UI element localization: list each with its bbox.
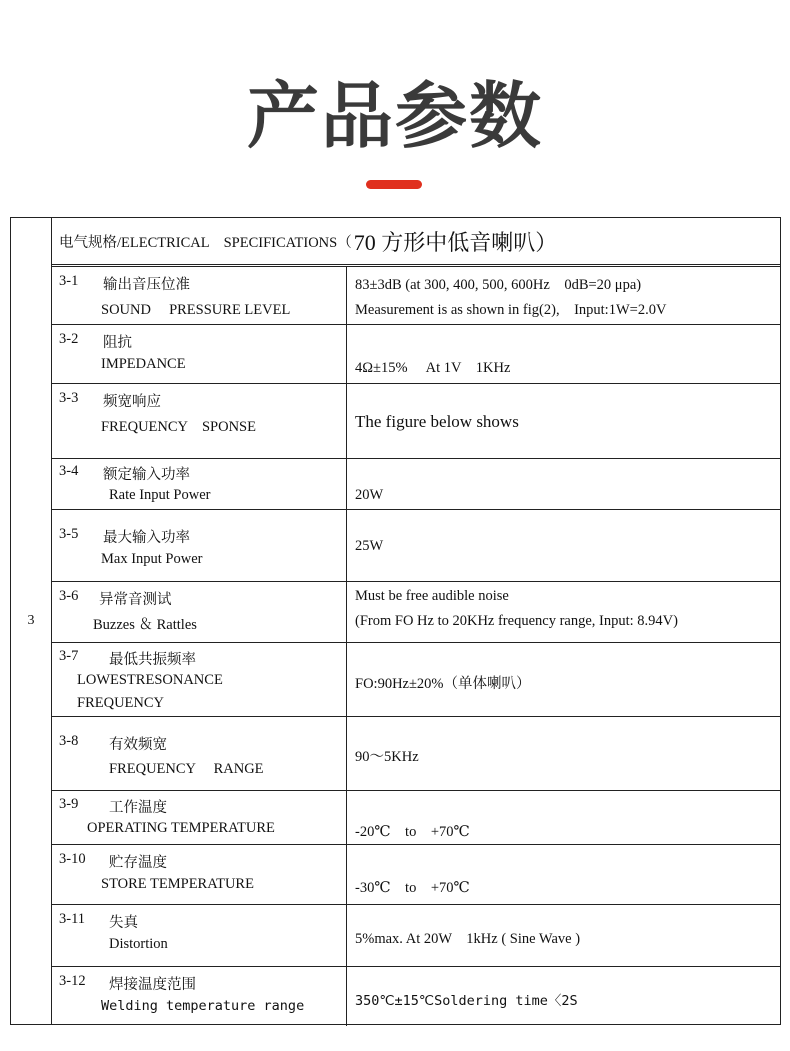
param-value: -20℃ to +70℃: [355, 824, 470, 840]
value-cell: [347, 267, 780, 324]
param-cell: [51, 384, 347, 458]
param-cell: [51, 717, 347, 790]
param-name-cn: 工作温度: [109, 800, 167, 816]
param-name-en: Max Input Power: [101, 551, 203, 567]
param-number: 3-7: [59, 648, 79, 664]
title-accent-bar: [366, 180, 422, 189]
param-value-note: (From FO Hz to 20KHz frequency range, Input: 8.94V): [355, 613, 678, 629]
param-cell: [51, 510, 347, 581]
param-name-cn: 输出音压位准: [103, 277, 190, 293]
table-row: [51, 459, 780, 510]
param-value: 25W: [355, 538, 384, 554]
table-row: [51, 582, 780, 643]
table-row: [51, 845, 780, 905]
param-number: 3-1: [59, 273, 79, 289]
param-name-cn: 失真: [109, 915, 138, 931]
table-row: [51, 325, 780, 384]
table-row: [51, 267, 780, 325]
param-number: 3-8: [59, 733, 79, 749]
param-number: 3-2: [59, 331, 79, 347]
param-value: 90～5KHz: [355, 749, 419, 765]
param-name-en: Welding temperature range: [101, 998, 305, 1014]
value-cell: [347, 845, 780, 904]
param-cell: [51, 791, 347, 844]
param-name-cn: 有效频宽: [109, 737, 167, 753]
param-name-en: Distortion: [109, 936, 168, 952]
param-cell: [51, 845, 347, 904]
value-cell: [347, 510, 780, 581]
param-value: 20W: [355, 487, 384, 503]
param-value: 4Ω±15% At 1V 1KHz: [355, 360, 511, 376]
table-row: [51, 791, 780, 845]
table-header-row: [51, 218, 780, 267]
page-title: 产品参数: [246, 74, 543, 158]
param-value: Must be free audible noise: [355, 588, 509, 604]
param-name-cn: 最低共振频率: [109, 652, 196, 668]
param-number: 3-12: [59, 973, 86, 989]
value-cell: [347, 459, 780, 509]
param-name-cn: 阻抗: [103, 335, 132, 351]
param-name-en: FREQUENCY SPONSE: [101, 419, 256, 435]
param-name-cn: 额定输入功率: [103, 467, 190, 483]
table-row: [51, 510, 780, 582]
header-label: 电气规格/ELECTRICAL SPECIFICATIONS（: [59, 234, 352, 251]
param-name-cn: 焊接温度范围: [109, 977, 196, 993]
value-cell: [347, 325, 780, 383]
param-number: 3-11: [59, 911, 86, 927]
param-cell: [51, 582, 347, 642]
param-name-en: SOUND PRESSURE LEVEL: [101, 302, 291, 318]
param-cell: [51, 905, 347, 966]
param-name-en: Buzzes ＆ Rattles: [93, 617, 197, 633]
param-value: 5%max. At 20W 1kHz ( Sine Wave ): [355, 931, 581, 947]
param-name-en: STORE TEMPERATURE: [101, 876, 254, 892]
param-name-en-line2: FREQUENCY: [77, 695, 165, 711]
param-cell: [51, 267, 347, 324]
param-name-cn: 最大输入功率: [103, 530, 190, 546]
param-value: 350℃±15℃Soldering time〈2S: [355, 993, 578, 1009]
param-number: 3-10: [59, 851, 86, 867]
table-header: [59, 218, 557, 264]
param-value: FO:90Hz±20%（单体喇叭）: [355, 676, 531, 692]
table-row: [51, 717, 780, 791]
value-cell: [347, 384, 780, 458]
param-name-cn: 频宽响应: [103, 394, 161, 410]
value-cell: [347, 717, 780, 790]
param-name-cn: 异常音测试: [99, 592, 172, 608]
param-number: 3-9: [59, 796, 79, 812]
value-cell: [347, 967, 780, 1026]
param-value: The figure below shows: [355, 412, 519, 431]
param-number: 3-6: [59, 588, 79, 604]
param-number: 3-3: [59, 390, 79, 406]
param-name-en: IMPEDANCE: [101, 356, 186, 372]
param-number: 3-4: [59, 463, 79, 479]
table-row: [51, 384, 780, 459]
section-number: 3: [11, 218, 52, 1024]
table-row: [51, 967, 780, 1026]
param-value: -30℃ to +70℃: [355, 880, 470, 896]
param-cell: [51, 459, 347, 509]
param-value: 83±3dB (at 300, 400, 500, 600Hz 0dB=20 μpa): [355, 277, 642, 293]
table-row: [51, 643, 780, 717]
param-number: 3-5: [59, 526, 79, 542]
value-cell: [347, 582, 780, 642]
param-cell: [51, 967, 347, 1026]
value-cell: [347, 643, 780, 716]
param-name-en: FREQUENCY RANGE: [109, 761, 264, 777]
param-name-en: OPERATING TEMPERATURE: [87, 820, 275, 836]
value-cell: [347, 905, 780, 966]
param-value-note: Measurement is as shown in fig(2), Input:1W=2.0V: [355, 302, 667, 318]
param-name-en: LOWESTRESONANCE: [77, 672, 223, 688]
value-cell: [347, 791, 780, 844]
param-cell: [51, 643, 347, 716]
param-name-en: Rate Input Power: [109, 487, 211, 503]
spec-table: [10, 217, 781, 1025]
param-cell: [51, 325, 347, 383]
header-model: 70 方形中低音喇叭）: [353, 229, 558, 255]
table-row: [51, 905, 780, 967]
param-name-cn: 贮存温度: [109, 855, 167, 871]
